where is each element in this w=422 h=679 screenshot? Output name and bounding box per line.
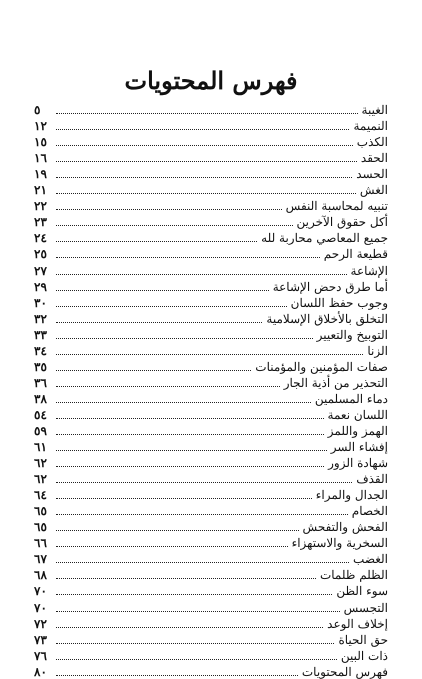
toc-entry: [34, 486, 388, 502]
dot-leader: [56, 306, 287, 307]
dot-leader: [56, 611, 340, 612]
toc-entry: [34, 245, 388, 261]
toc-entry-title: الحقد: [360, 151, 388, 166]
toc-entry-title: سوء الظن: [336, 584, 388, 599]
toc-entry: [34, 261, 388, 277]
toc-page-number: ٦٢: [34, 456, 47, 471]
dot-leader: [56, 402, 311, 403]
toc-page-number: ٢٩: [34, 279, 47, 294]
toc-entry: [34, 438, 388, 454]
dot-leader: [56, 434, 324, 435]
toc-entry: [34, 663, 388, 679]
toc-page-number: ٢٢: [34, 199, 47, 214]
toc-page-number: ٢٤: [34, 231, 47, 246]
page-title: فهرس المحتويات: [124, 66, 298, 95]
toc-entry-title: دماء المسلمين: [314, 391, 388, 406]
dot-leader: [56, 338, 313, 339]
toc-entry-title: الغيبة: [361, 103, 388, 118]
dot-leader: [56, 257, 320, 258]
dot-leader: [56, 530, 299, 531]
dot-leader: [56, 675, 298, 676]
dot-leader: [56, 450, 327, 451]
toc-entry: [34, 374, 388, 390]
dot-leader: [56, 514, 348, 515]
toc-entry-title: اللسان نعمة: [327, 407, 388, 422]
toc-page-number: ٣٥: [34, 359, 47, 374]
toc-entry-title: إخلاف الوعد: [327, 616, 388, 631]
toc-entry: [34, 165, 388, 181]
toc-entry: [34, 181, 388, 197]
dot-leader: [56, 594, 332, 595]
toc-entry-title: الفحش والتفحش: [302, 520, 388, 535]
toc-entry: [34, 615, 388, 631]
dot-leader: [56, 241, 257, 242]
toc-entry: [34, 213, 388, 229]
toc-page-number: ٢٣: [34, 215, 47, 230]
dot-leader: [56, 113, 358, 114]
toc-entry-title: حق الحياة: [338, 632, 388, 647]
toc-page-number: ٧٠: [34, 600, 47, 615]
toc-entry-title: الظلم ظلمات: [319, 568, 388, 583]
toc-page-number: ٦٥: [34, 520, 47, 535]
toc-page-number: ٥٤: [34, 407, 47, 422]
toc-entry: [34, 502, 388, 518]
toc-entry: [34, 422, 388, 438]
toc-page-number: ١٢: [34, 119, 47, 134]
dot-leader: [56, 145, 353, 146]
toc-entry-title: قطيعة الرحم: [323, 247, 388, 262]
dot-leader: [56, 177, 352, 178]
toc-entry-title: السخرية والاستهزاء: [291, 536, 388, 551]
toc-entry-title: شهادة الزور: [328, 456, 388, 471]
toc-page-number: ٦٤: [34, 488, 47, 503]
toc-page-number: ٧٢: [34, 616, 47, 631]
dot-leader: [56, 578, 316, 579]
dot-leader: [56, 498, 312, 499]
toc-page-number: ٥٩: [34, 423, 47, 438]
toc-entry-title: الحسد: [356, 167, 388, 182]
dot-leader: [56, 546, 288, 547]
dot-leader: [56, 659, 337, 660]
toc-page-number: ٦٦: [34, 536, 47, 551]
toc-page-number: ٣٨: [34, 391, 47, 406]
toc-page-number: ٣٠: [34, 295, 47, 310]
dot-leader: [56, 225, 293, 226]
dot-leader: [56, 482, 352, 483]
toc-page-number: ٧٣: [34, 632, 47, 647]
toc-entry-title: تنبيه لمحاسبة النفس: [285, 199, 388, 214]
toc-entry: [34, 647, 388, 663]
dot-leader: [56, 209, 282, 210]
toc-entry-title: التوبيخ والتعيير: [316, 327, 388, 342]
toc-page-number: ٢٧: [34, 263, 47, 278]
dot-leader: [56, 418, 324, 419]
toc-entry: [34, 598, 388, 614]
toc-entry: [34, 518, 388, 534]
toc-page-number: ٥: [34, 103, 41, 118]
table-of-contents: [34, 101, 388, 679]
toc-entry-title: التجسس: [343, 600, 388, 615]
toc-entry: [34, 197, 388, 213]
toc-entry: [34, 470, 388, 486]
dot-leader: [56, 129, 349, 130]
toc-entry: [34, 390, 388, 406]
toc-entry-title: الغضب: [353, 552, 388, 567]
toc-page-number: ١٦: [34, 151, 47, 166]
dot-leader: [56, 193, 356, 194]
toc-page-number: ٣٣: [34, 327, 47, 342]
toc-entry: [34, 342, 388, 358]
dot-leader: [56, 370, 251, 371]
dot-leader: [56, 290, 269, 291]
toc-page-number: ٦٢: [34, 472, 47, 487]
toc-entry: [34, 566, 388, 582]
toc-entry: [34, 229, 388, 245]
toc-entry: [34, 582, 388, 598]
toc-entry-title: أكل حقوق الآخرين: [296, 215, 388, 230]
toc-entry-title: القذف: [356, 472, 388, 487]
toc-page-number: ٣٢: [34, 311, 47, 326]
toc-entry-title: الغش: [359, 183, 388, 198]
toc-entry: [34, 631, 388, 647]
toc-entry: [34, 117, 388, 133]
dot-leader: [56, 466, 324, 467]
dot-leader: [56, 386, 280, 387]
toc-entry-title: وجوب حفظ اللسان: [290, 295, 388, 310]
toc-entry-title: التحذير من أذية الجار: [283, 375, 388, 390]
toc-entry-title: التخلق بالأخلاق الإسلامية: [266, 311, 388, 326]
dot-leader: [56, 161, 357, 162]
toc-entry-title: صفات المؤمنين والمؤمنات: [255, 359, 388, 374]
dot-leader: [56, 274, 347, 275]
toc-entry: [34, 358, 388, 374]
toc-page-number: ٦١: [34, 440, 47, 455]
toc-page-number: ١٩: [34, 167, 47, 182]
toc-entry-title: فهرس المحتويات: [301, 664, 388, 679]
toc-page-number: ٣٦: [34, 375, 47, 390]
toc-page-number: ٨٠: [34, 664, 47, 679]
toc-page-number: ٦٨: [34, 568, 47, 583]
toc-entry-title: إفشاء السر: [330, 440, 388, 455]
toc-page-number: ٧٦: [34, 648, 47, 663]
toc-entry: [34, 310, 388, 326]
toc-entry: [34, 101, 388, 117]
toc-entry-title: ذات البين: [340, 648, 388, 663]
toc-entry-title: الهمز واللمز: [327, 423, 388, 438]
toc-entry: [34, 454, 388, 470]
dot-leader: [56, 562, 349, 563]
toc-entry: [34, 550, 388, 566]
toc-entry-title: الخصام: [351, 504, 388, 519]
toc-entry-title: الكذب: [356, 135, 388, 150]
toc-entry-title: الإشاعة: [350, 263, 388, 278]
toc-entry: [34, 534, 388, 550]
toc-entry-title: أما طرق دحض الإشاعة: [272, 279, 388, 294]
toc-entry: [34, 326, 388, 342]
toc-entry-title: الزنا: [367, 343, 388, 358]
toc-entry: [34, 133, 388, 149]
toc-page-number: ٣٤: [34, 343, 47, 358]
toc-entry-title: جميع المعاصي محاربة لله: [261, 231, 388, 246]
toc-entry: [34, 294, 388, 310]
dot-leader: [56, 643, 334, 644]
toc-page-number: ٢٥: [34, 247, 47, 262]
toc-entry: [34, 406, 388, 422]
toc-entry-title: الجدال والمراء: [315, 488, 388, 503]
toc-page-number: ٧٠: [34, 584, 47, 599]
toc-entry: [34, 278, 388, 294]
dot-leader: [56, 322, 262, 323]
toc-page-number: ٦٧: [34, 552, 47, 567]
toc-page-number: ٦٥: [34, 504, 47, 519]
toc-entry: [34, 149, 388, 165]
toc-entry-title: النميمة: [353, 119, 388, 134]
toc-page-number: ٢١: [34, 183, 47, 198]
dot-leader: [56, 354, 363, 355]
dot-leader: [56, 627, 323, 628]
toc-page-number: ١٥: [34, 135, 47, 150]
